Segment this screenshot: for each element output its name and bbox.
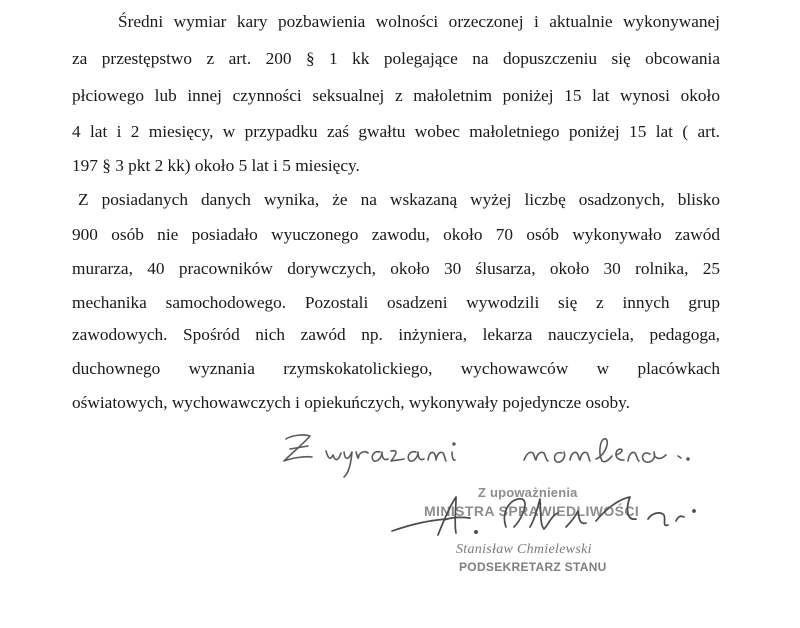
paragraph-2-line-2: 900 osób nie posiadało wyuczonego zawodu, około 70 osób wykonywało zawód	[72, 225, 720, 244]
stamp-signer-name: Stanisław Chmielewski	[456, 542, 592, 557]
paragraph-1-line-2: za przestępstwo z art. 200 § 1 kk polegające na dopuszczeniu się obcowania	[72, 49, 720, 68]
stamp-signer-title: PODSEKRETARZ STANU	[459, 560, 607, 574]
paragraph-1-line-1: Średni wymiar kary pozbawienia wolności orzeczonej i aktualnie wykonywanej	[118, 12, 720, 31]
handwritten-signature	[390, 487, 710, 547]
handwritten-closing	[278, 425, 718, 485]
paragraph-2-line-3: murarza, 40 pracowników dorywczych, około 30 ślusarza, około 30 rolnika, 25	[72, 259, 720, 278]
paragraph-2-line-4: mechanika samochodowego. Pozostali osadzeni wywodzili się z innych grup	[72, 293, 720, 312]
paragraph-2-line-5: zawodowych. Spośród nich zawód np. inżyniera, lekarza nauczyciela, pedagoga,	[72, 325, 720, 344]
paragraph-1-line-4: 4 lat i 2 miesięcy, w przypadku zaś gwałtu wobec małoletniego poniżej 15 lat ( art.	[72, 122, 720, 141]
paragraph-2-line-6: duchownego wyznania rzymskokatolickiego, wychowawców w placówkach	[72, 359, 720, 378]
paragraph-2-line-7: oświatowych, wychowawczych i opiekuńczych, wykonywały pojedyncze osoby.	[72, 393, 630, 412]
paragraph-1-line-3: płciowego lub innej czynności seksualnej z małoletnim poniżej 15 lat wynosi około	[72, 86, 720, 105]
paragraph-1-line-5: 197 § 3 pkt 2 kk) około 5 lat i 5 miesięcy.	[72, 156, 360, 175]
stamp-minister: MINISTRA SPRAWIEDLIWOŚCI	[424, 503, 640, 519]
paragraph-2-line-1: Z posiadanych danych wynika, że na wskazaną wyżej liczbę osadzonych, blisko	[78, 190, 720, 209]
stamp-authorization: Z upoważnienia	[478, 485, 578, 500]
